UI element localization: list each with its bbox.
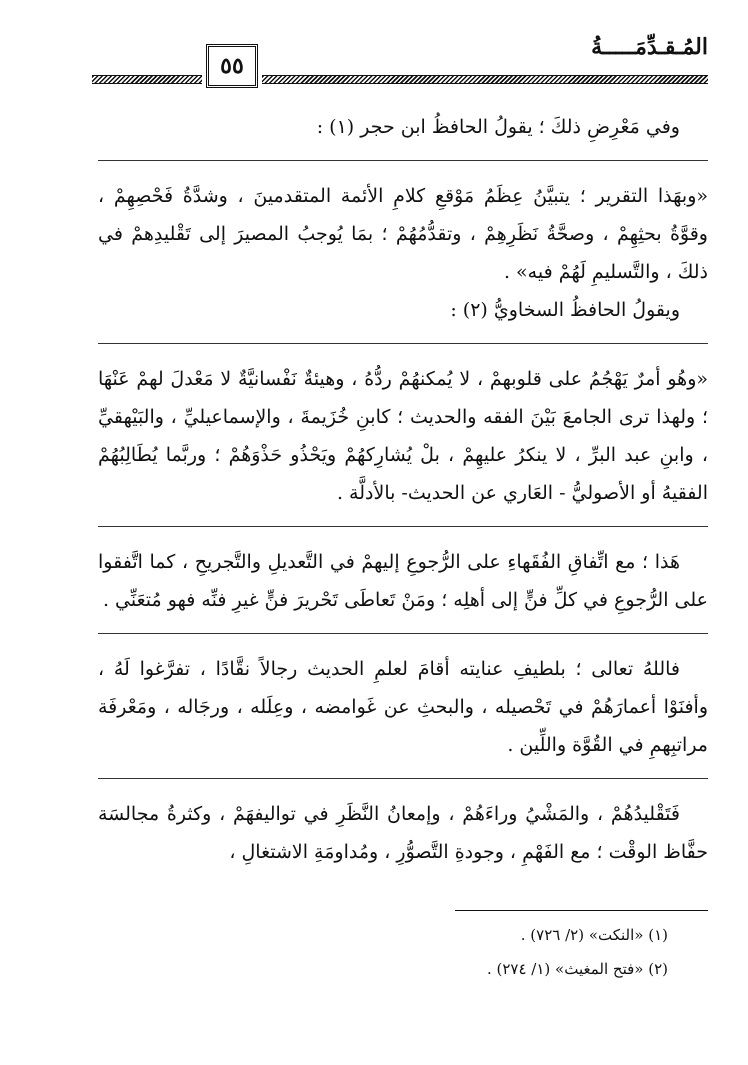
- paragraph-intro-ibn-hajar: وفي مَعْرِضِ ذلكَ ؛ يقولُ الحافظُ ابن حجر (١) :: [316, 116, 680, 138]
- quote-sakhawi: «وهُو أمرٌ يَهْجُمُ على قلوبهمْ ، لا يُمكنهُمْ ردُّهُ ، وهيئةٌ نَفْسانيَّةٌ لا مَعْدلَ لهمْ عَنْهَا ؛ ولهذا ترى الجامعَ بَيْنَ الفقه والحديث ؛ كابنِ خُزَيمةَ ، والإسماعيليِّ ، والبَيْهقيِّ ، وابنِ عبد البرِّ ، لا ينكرُ عليهِمْ ، بلْ يُشارِكهُمْ ويَحْذُو حَذْوَهُمْ ؛ وربَّما يُطَالِبُهُمْ الفقيهُ أو الأصوليُّ - العَاري عن الحديث- بالأدلَّة .: [98, 368, 708, 504]
- quote-ibn-hajar: «وبهَذا التقرير ؛ يتبيَّنُ عِظَمُ مَوْقعِ كلامِ الأئمة المتقدمينَ ، وشدَّةُ فَحْصِهِمْ ، وقوَّةُ بحثِهِمْ ، وصحَّةُ نَظَرِهِمْ ، وتقدُّمُهُمْ ؛ بمَا يُوجبُ المصيرَ إلى تَقْليدِهمْ في ذلكَ ، والتَّسليمِ لَهُمْ فيه» .: [98, 185, 708, 283]
- paragraph-allah-care: فاللهُ تعالى ؛ بلطيفِ عنايته أقامَ لعلمِ الحديث رجالاً نقَّادًا ، تفرَّغوا لَهُ ، وأفنَوْا أعمارَهُمْ في تَحْصيله ، والبحثِ عن غَوامضه ، وعِلَله ، ورجَاله ، ومَعْرفَة مراتبِهمِ في القُوَّة واللِّين .: [98, 658, 708, 756]
- header-rule-left: [92, 75, 202, 84]
- paragraph-divider: [98, 343, 708, 344]
- page-number: ٥٥: [206, 44, 258, 88]
- paragraph-divider: [98, 778, 708, 779]
- paragraph-intro-sakhawi: ويقولُ الحافظُ السخاويُّ (٢) :: [450, 299, 680, 321]
- footnotes: [108, 918, 668, 986]
- footnote-1: (١) «النكت» (٢/ ٧٢٦) .: [520, 926, 668, 944]
- paragraph-divider: [98, 160, 708, 161]
- paragraph-divider: [98, 633, 708, 634]
- paragraph-agreement: هَذا ؛ مع اتِّفاقِ الفُقَهاءِ على الرُّجوعِ إليهمْ في التَّعديلِ والتَّجريحِ ، كما اتَّفقوا على الرُّجوعِ في كلِّ فنٍّ إلى أهلِه ؛ ومَنْ تَعاطَى تَحْريرَ فنٍّ غيرِ فنِّه فهو مُتعَنِّي .: [98, 551, 708, 611]
- footnote-2: (٢) «فتح المغيث» (١/ ٢٧٤) .: [486, 960, 668, 978]
- paragraph-following: فَتَقْليدُهُمْ ، والمَشْيُ وراءَهُمْ ، وإمعانُ النَّظَرِ في تواليفهَمْ ، وكثرةُ مجالسَة حفَّاظ الوقْت ؛ مع الفَهْمِ ، وجودةِ التَّصوُّرِ ، ومُداومَةِ الاشتغالِ ،: [98, 803, 708, 863]
- page-body: [98, 108, 708, 871]
- footnote-separator: [455, 910, 708, 911]
- paragraph-divider: [98, 526, 708, 527]
- chapter-title: المُـقـدِّمَـــــةُ: [591, 34, 708, 60]
- header-rule-right: [262, 75, 708, 84]
